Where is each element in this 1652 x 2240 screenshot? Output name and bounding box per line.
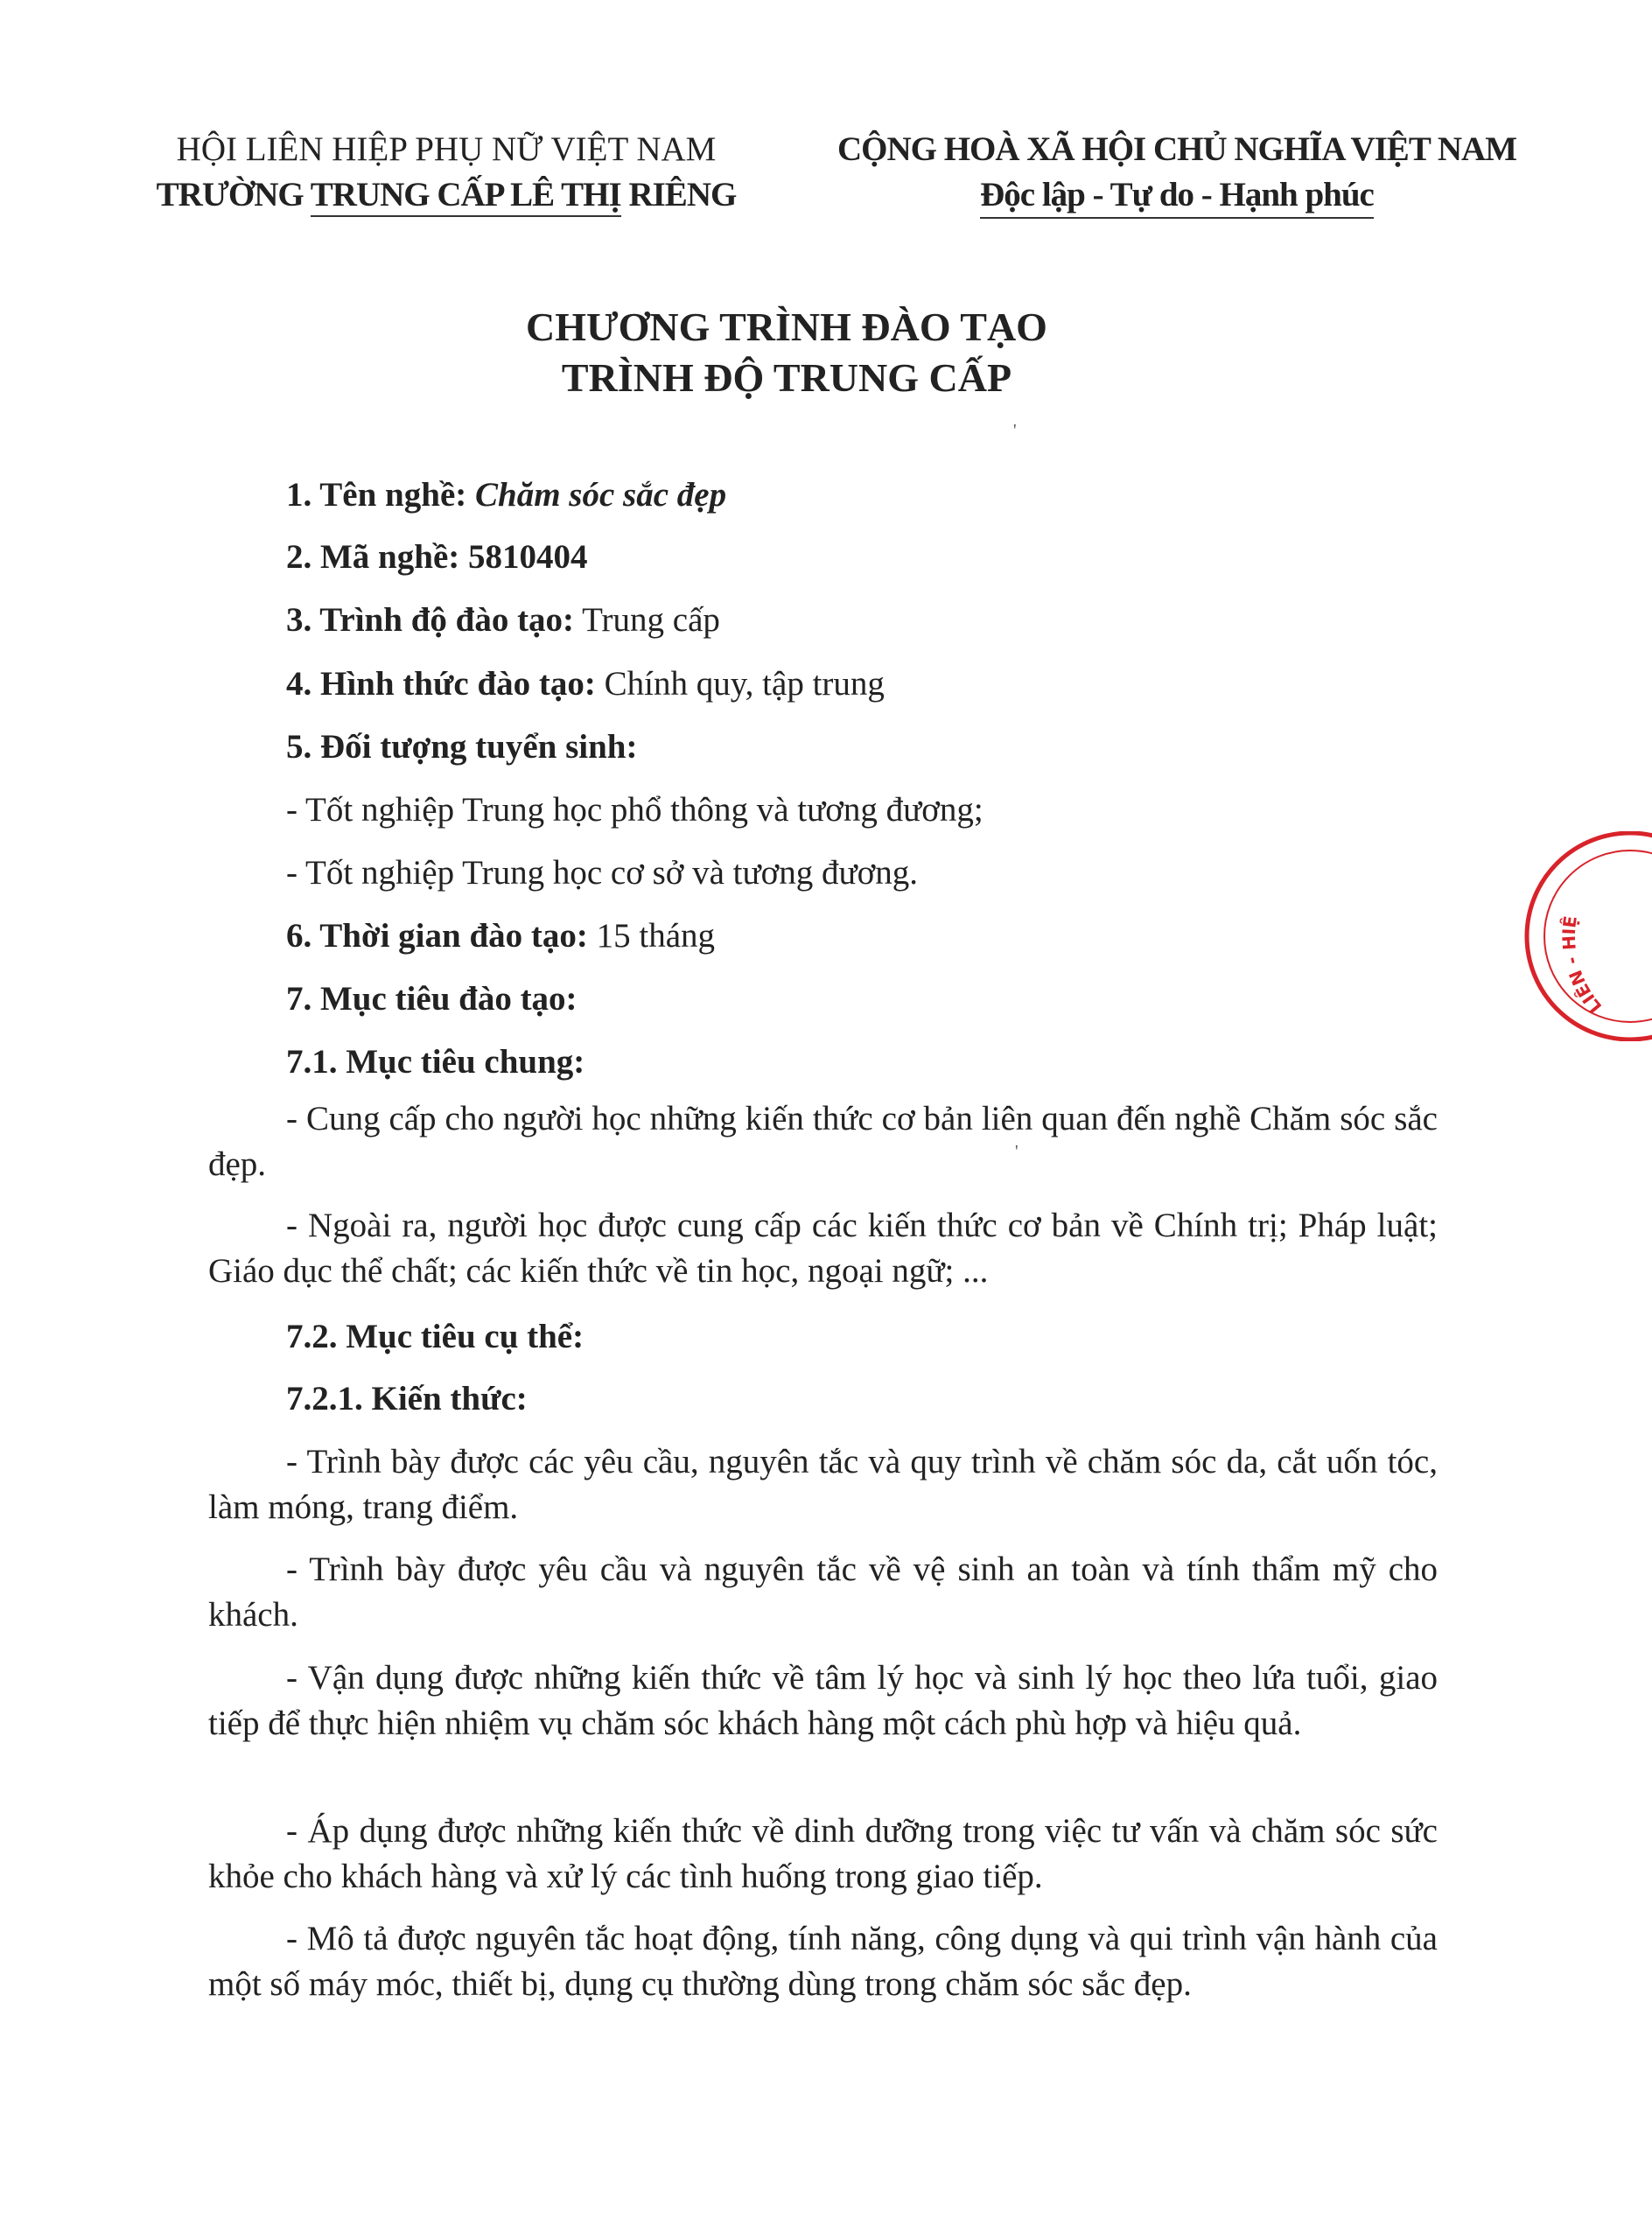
item-training-duration: 6. Thời gian đào tạo: 15 tháng [286,917,716,955]
section-specific-objectives: 7.2. Mục tiêu cụ thể: [286,1318,584,1355]
item-training-level: 3. Trình độ đào tạo: Trung cấp [286,601,720,639]
item-enrollment-target: 5. Đối tượng tuyển sinh: [286,728,638,766]
national-motto: Độc lập - Tự do - Hạnh phúc [818,172,1536,218]
enrollment-option: - Tốt nghiệp Trung học phổ thông và tương đương; [286,791,984,829]
section-general-objectives: 7.1. Mục tiêu chung: [286,1043,585,1081]
national-title: CỘNG HOÀ XÃ HỘI CHỦ NGHĨA VIỆT NAM [836,130,1517,168]
item-occupation-name: 1. Tên nghề: Chăm sóc sắc đẹp [286,476,727,514]
paragraph: - Cung cấp cho người học những kiến thức cơ bản liên quan đến nghề Chăm sóc sắc đẹp. [208,1100,1438,1183]
scan-speck: ' [1013,421,1017,440]
paragraph: - Trình bày được các yêu cầu, nguyên tắc và quy trình về chăm sóc da, cắt uốn tóc, làm móng, trang điểm. [208,1443,1438,1526]
national-header [818,127,1536,218]
paragraph: - Trình bày được yêu cầu và nguyên tắc về vệ sinh an toàn và tính thẩm mỹ cho khách. [208,1550,1438,1634]
document-title: CHƯƠNG TRÌNH ĐÀO TẠO [526,304,1047,349]
paragraph: - Vận dụng được những kiến thức về tâm lý học và sinh lý học theo lứa tuổi, giao tiếp để thực hiện nhiệm vụ chăm sóc khách hàng một cách phù hợp và hiệu quả. [208,1659,1438,1742]
item-training-form: 4. Hình thức đào tạo: Chính quy, tập trung [286,665,885,703]
paragraph: - Mô tả được nguyên tắc hoạt động, tính năng, công dụng và qui trình vận hành của một số máy móc, thiết bị, dụng cụ thường dùng trong chăm sóc sắc đẹp. [208,1920,1438,2003]
scan-speck: ' [1015,1142,1018,1161]
paragraph: - Ngoài ra, người học được cung cấp các kiến thức cơ bản về Chính trị; Pháp luật; Giáo dục thể chất; các kiến thức về tin học, ngoại ngữ; ... [208,1207,1438,1290]
enrollment-option: - Tốt nghiệp Trung học cơ sở và tương đương. [286,854,919,892]
issuer-header [131,127,761,218]
item-occupation-code: 2. Mã nghề: 5810404 [286,538,588,576]
item-training-objectives: 7. Mục tiêu đào tạo: [286,980,578,1018]
section-knowledge: 7.2.1. Kiến thức: [286,1380,528,1418]
document-subtitle: TRÌNH ĐỘ TRUNG CẤP [561,355,1012,400]
issuer-name: HỘI LIÊN HIỆP PHỤ NỮ VIỆT NAM [176,130,717,168]
red-seal-stamp [1521,831,1652,1041]
seal-text: LIÊN - HIỆ [1558,914,1606,1018]
school-name: TRƯỜNG TRUNG CẤP LÊ THỊ RIÊNG [131,172,761,218]
paragraph: - Áp dụng được những kiến thức về dinh dưỡng trong việc tư vấn và chăm sóc sức khỏe cho khách hàng và xử lý các tình huống trong giao tiếp. [208,1812,1438,1895]
